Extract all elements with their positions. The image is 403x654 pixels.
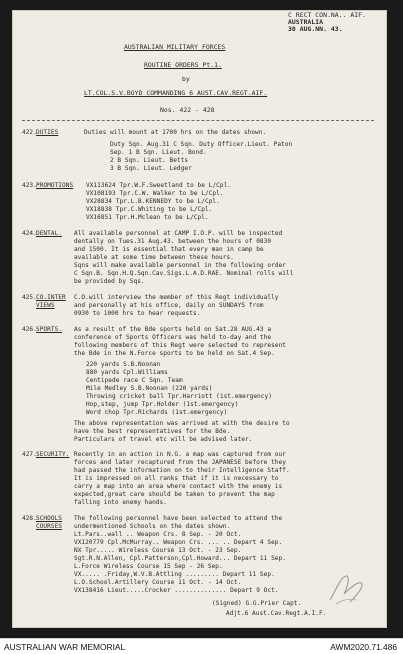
item-422-number: 422. [22,129,37,136]
item-428-title-cont: COURSES [36,523,63,530]
promotion-row: VX16851 Tpr.H.Mclean to be L/Cpl. [86,214,209,221]
schools-line: Lt.Pars..wall .. Weapon Crs. 8 Sep. - 20 Oct. [74,531,242,538]
item-426-title: SPORTS. [36,326,63,333]
security-line: had passed the information on to their Intelligence Staff. [74,467,290,474]
sports-event: Mile Medley S.B.Noonan (220 yards) [86,385,213,392]
stamp-line-1: C RECT CON.NA.. AIF. [288,11,366,19]
doc-order-numbers: Nos. 422 - 428 [160,106,215,114]
item-428-number: 428. [22,515,37,522]
sports-line: the Bde in the N.Force sports to be held on Sat.4 Sep. [74,350,275,357]
item-425-title: CO.INTER [36,294,66,301]
doc-commander: LT.COL.S.V.BOYD COMMANDING 6 AUST.CAV.REGT.AIF. [84,89,268,97]
sports-event: Word chop Tpr.Richards (1st.emergency) [86,409,228,416]
duty-row: 3 B Sqn. Lieut. Ledger [110,165,192,172]
schools-line: The following personnel have been selected to attend the [74,515,283,522]
security-line: forces and later recaptured from the JAPANESE before they [74,459,286,466]
item-427-number: 427. [22,451,37,458]
security-line: It is impressed on all ranks that if it is necessary to [74,475,279,482]
promotion-row: VX113624 Tpr.W.F.Sweetland to be L/Cpl. [86,182,232,189]
sports-closing: Particulars of travel etc will be advised later. [74,436,253,443]
sports-event: 880 yards Cpl.Williams [86,369,168,376]
doc-subtitle: ROUTINE ORDERS Pt.1. [144,61,222,69]
item-424-title: DENTAL. [36,230,63,237]
item-423-title: PROMOTIONS [36,182,74,189]
dental-line: All available personnel at CAMP I.O.P. will be inspected [74,230,283,237]
item-425-title-cont: VIEWS [36,302,55,309]
dental-line: Sqns will make available personnel in the following order [74,262,286,269]
schools-line: NX Tpr..... Wireless Course 13 Oct. - 23 Sep. [74,547,242,554]
promotion-row: VX28834 Tpr.L.B.KENNEDY to be L/Cpl. [86,198,220,205]
archive-footer [0,638,403,654]
sports-event: 220 yards S.B.Noonan [86,361,161,368]
dental-line: be provided by Sqs. [74,278,145,285]
interviews-line: and personally at his office, daily on SUNDAYS from [74,302,264,309]
doc-title: AUSTRALIAN MILITARY FORCES [124,43,226,51]
doc-by: by [182,75,190,83]
item-422-title: DUTIES [36,129,59,136]
schools-line: VX138416 Lieut.....Crocker .............. Depart 9 Oct. [74,587,279,594]
interviews-line: C.O.will interview the member of this Regt individually [74,294,279,301]
schools-line: VX..... .Friday,W.V.B.Attling ......... Depart 11 Sep. [74,571,275,578]
dental-line: available at some time between these hours. [74,254,234,261]
sports-event: Throwing cricket ball Tpr.Harriott (1st.emergency) [86,393,272,400]
footer-accession-number: AWM2020.71.486 [330,642,397,652]
item-427-title: SECURITY. [36,451,70,458]
schools-line: VX120779 Cpl.McMurray.. Weapon Crs. ... .. Depart 4 Sep. [74,539,283,546]
security-line: carry a map into an area where contact with the enemy is [74,483,283,490]
signature-name: (Signed) G.G.Prier Capt. [212,600,302,607]
security-line: falling into enemy hands. [74,499,167,506]
duty-row: Duty Sqn. Aug.31 C Sqn. Duty Officer.Lieut. Paton [110,141,293,148]
sports-event: Centipede race C Sqn. Team [86,377,183,384]
stamp-line-3: 30 AUG.NN. 43. [288,25,343,33]
document-page [12,10,387,628]
schools-line: undermentioned Schools on the dates shown. [74,523,231,530]
dental-line: C Sqn.B. Sqn.H.Q.Sqn.Cav.Sigs.L.A.D.RAE. Nominal rolls will [74,270,294,277]
security-line: expected,great care should be taken to prevent the map [74,491,275,498]
stamp-line-2: AUSTRALIA [288,18,324,26]
item-425-number: 425. [22,294,37,301]
dental-line: dentally on Tues.31 Aug.43. between the hours of 0830 [74,238,272,245]
interviews-line: 0930 to 1000 hrs to hear requests. [74,310,201,317]
item-423-number: 423. [22,182,37,189]
item-424-number: 424. [22,230,37,237]
item-426-number: 426. [22,326,37,333]
security-line: Recently in an action in N.G. a map was captured from our [74,451,286,458]
handwritten-mark [326,570,366,608]
header-divider [22,120,374,121]
schools-line: Sgt.R.N.Allen, Cpl.Patterson,Cpl.Howard... Depart 11 Sep. [74,555,286,562]
sports-line: conference of Sports Officers was held to-day and the [74,334,272,341]
sports-closing: have the best representatives for the Bde. [74,428,231,435]
schools-line: L.Force Wireless Course 15 Sep - 26 Sep. [74,563,223,570]
duty-row: 2 B Sqn. Lieut. Betts [110,157,189,164]
footer-institution: AUSTRALIAN WAR MEMORIAL [4,642,126,652]
sports-line: As a result of the Bde sports held on Sat.28 AUG.43 a [74,326,272,333]
item-428-title: SCHOOLS [36,515,63,522]
signature-title: Adjt.6 Aust.Cav.Regt.A.I.F. [226,610,327,617]
schools-line: L.O.School.Artillery Course 11 Oct. - 14 Oct. [74,579,242,586]
dental-line: and 1500. It is essential that every man in camp be [74,246,264,253]
promotion-row: VX108193 Tpr.C.W. Walker to be L/Cpl. [86,190,224,197]
sports-event: Hop,step, jump Tpr.Holder (1st.emergency) [86,401,239,408]
item-422-intro: Duties will mount at 1700 hrs on the dates shown. [84,129,267,136]
promotion-row: VX18838 Tpr.C.Whiting to be L/Cpl. [86,206,213,213]
sports-line: following members of this Regt were selected to represent [74,342,286,349]
sports-closing: The above representation was arrived at with the desire to [74,420,290,427]
duty-row: Sep. 1 B Sqn. Lieut. Bond. [110,149,207,156]
